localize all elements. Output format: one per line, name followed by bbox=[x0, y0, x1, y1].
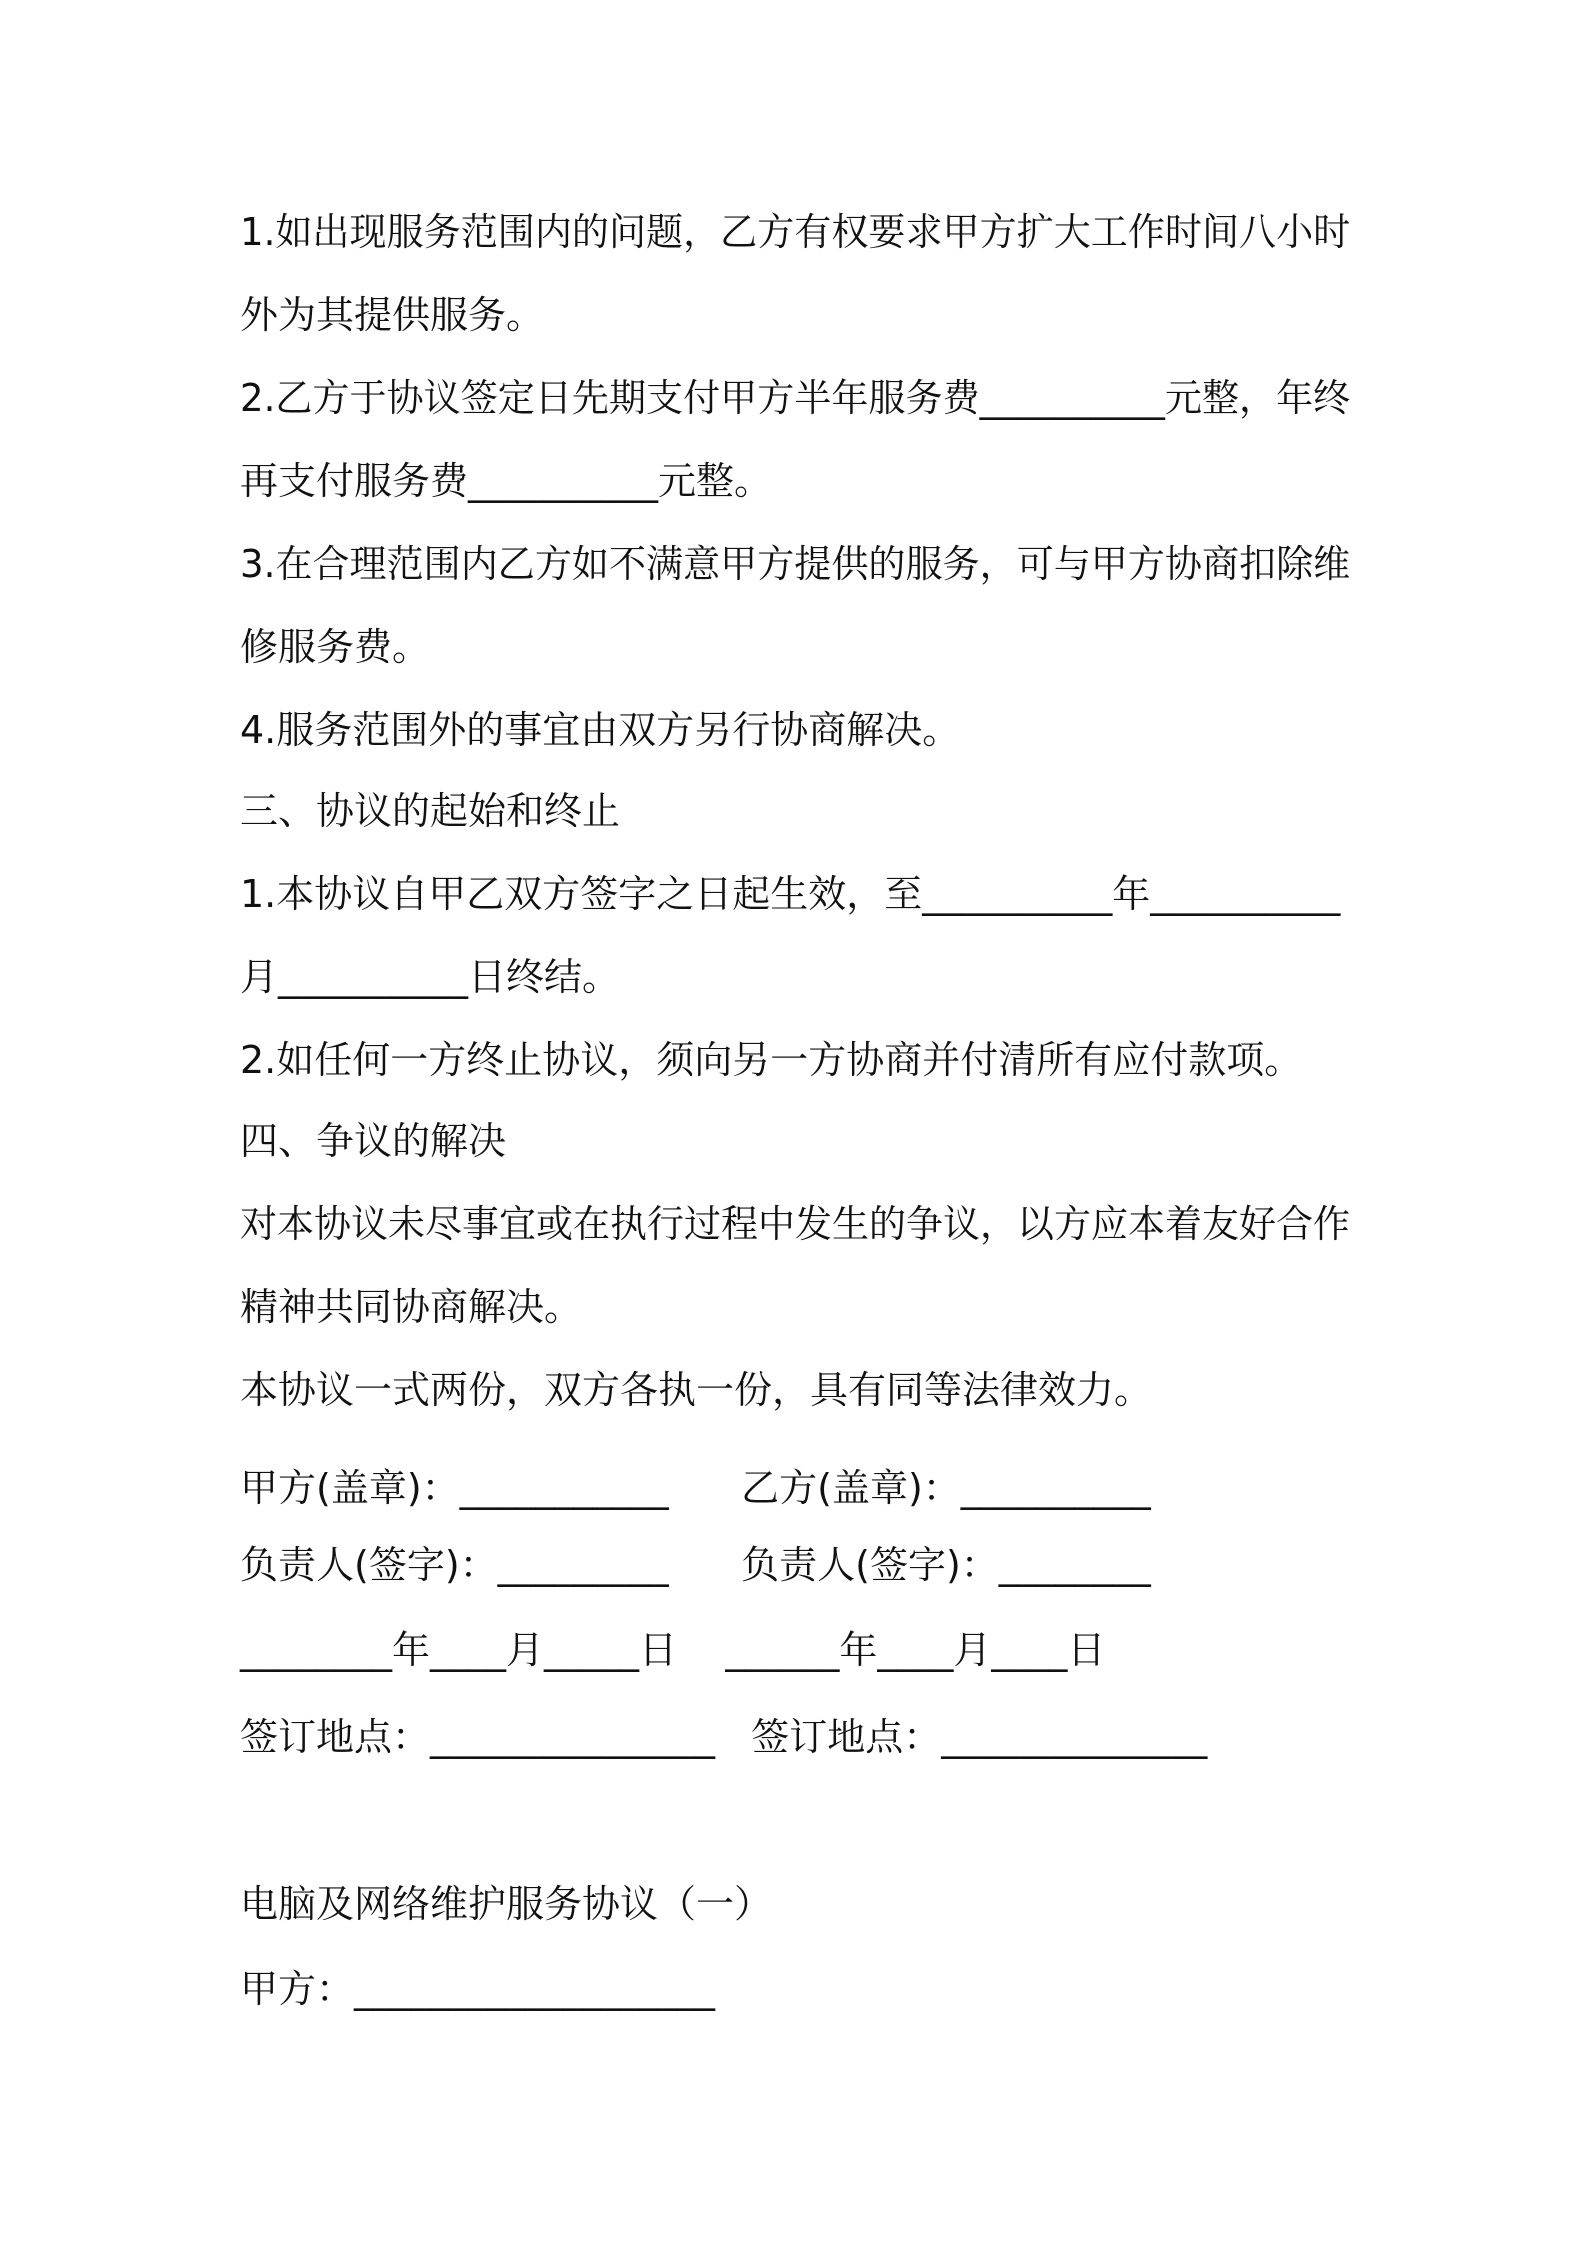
section-heading-4: 四、争议的解决 bbox=[240, 1119, 507, 1163]
clause-2-2-line-2: 再支付服务费__________元整。 bbox=[240, 459, 773, 503]
section-heading-3: 三、协议的起始和终止 bbox=[240, 789, 621, 833]
copies-statement: 本协议一式两份，双方各执一份，具有同等法律效力。 bbox=[240, 1368, 1153, 1412]
clause-3-1-line-2: 月__________日终结。 bbox=[240, 955, 621, 999]
clause-2-3-line-1: 3.在合理范围内乙方如不满意甲方提供的服务，可与甲方协商扣除维 bbox=[240, 542, 1351, 586]
party-a-line: 甲方：___________________ bbox=[240, 1967, 716, 2011]
agreement-title: 电脑及网络维护服务协议（一） bbox=[240, 1882, 773, 1926]
clause-3-2: 2.如任何一方终止协议，须向另一方协商并付清所有应付款项。 bbox=[240, 1038, 1303, 1082]
clause-2-2-line-1: 2.乙方于协议签定日先期支付甲方半年服务费__________元整，年终 bbox=[240, 376, 1351, 420]
clause-2-1-line-1: 1.如出现服务范围内的问题，乙方有权要求甲方扩大工作时间八小时 bbox=[240, 210, 1351, 254]
clause-2-4: 4.服务范围外的事宜由双方另行协商解决。 bbox=[240, 708, 961, 752]
dispute-line-1: 对本协议未尽事宜或在执行过程中发生的争议，以方应本着友好合作 bbox=[240, 1202, 1351, 1246]
signature-line: 负责人(签字)：_________ 负责人(签字)：________ bbox=[240, 1543, 1151, 1587]
date-line: ________年____月_____日 ______年____月____日 bbox=[240, 1628, 1106, 1672]
seal-line: 甲方(盖章)：___________ 乙方(盖章)：__________ bbox=[240, 1466, 1151, 1510]
clause-2-3-line-2: 修服务费。 bbox=[240, 625, 431, 669]
dispute-line-2: 精神共同协商解决。 bbox=[240, 1285, 583, 1329]
clause-3-1-line-1: 1.本协议自甲乙双方签字之日起生效，至__________年__________ bbox=[240, 872, 1341, 916]
clause-2-1-line-2: 外为其提供服务。 bbox=[240, 293, 545, 337]
signing-place-line: 签订地点：_______________ 签订地点：______________ bbox=[240, 1715, 1208, 1759]
